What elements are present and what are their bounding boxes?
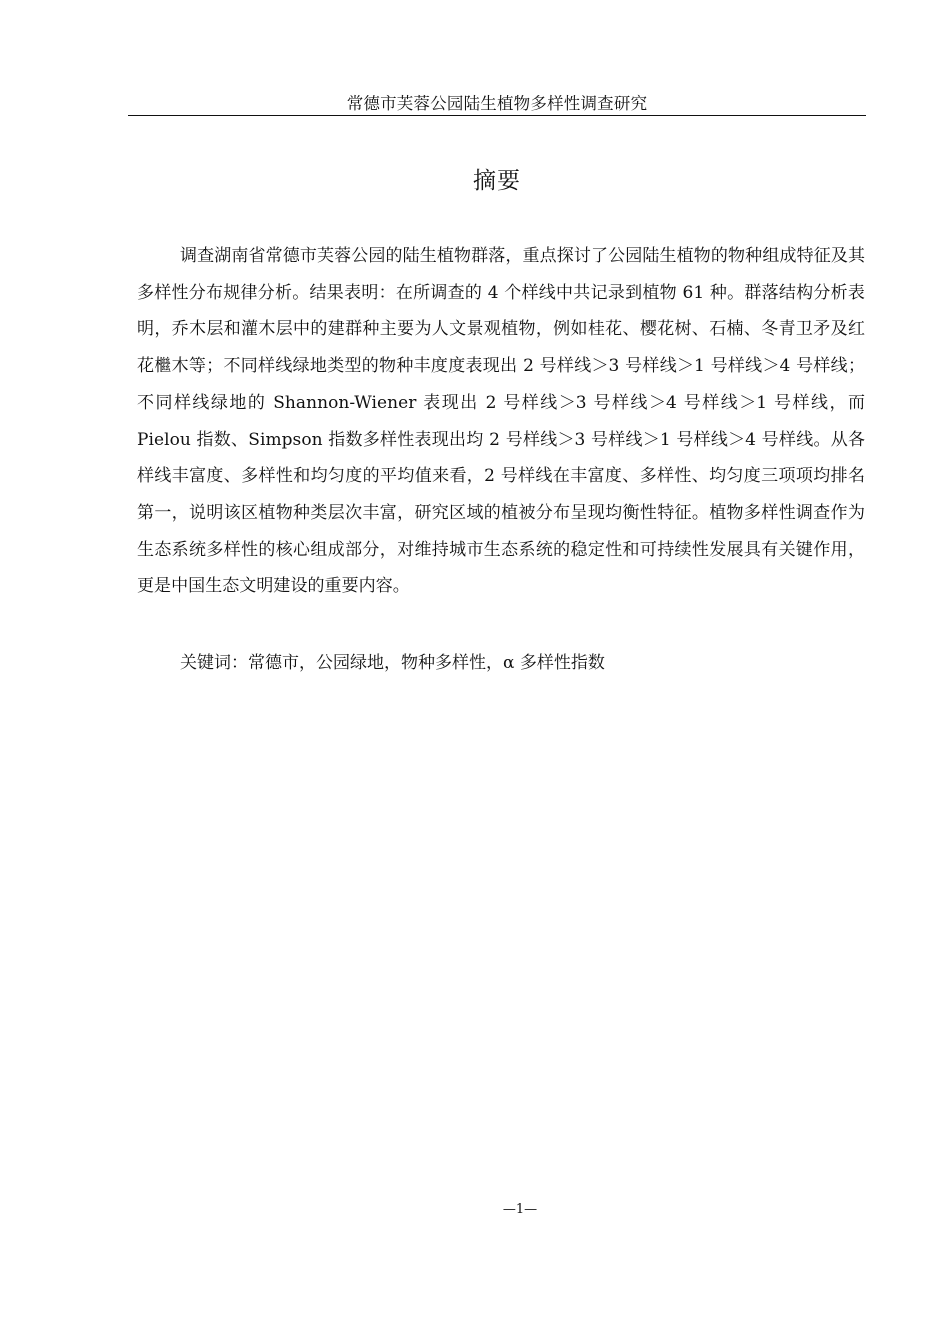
header-rule: [128, 115, 866, 116]
running-header: 常德市芙蓉公园陆生植物多样性调查研究: [346, 94, 648, 113]
keywords-line: 关键词：常德市，公园绿地，物种多样性，α 多样性指数: [180, 653, 605, 673]
page-number: —1—: [502, 1202, 538, 1217]
abstract-title: 摘要: [473, 168, 521, 194]
abstract-body: 调查湖南省常德市芙蓉公园的陆生植物群落，重点探讨了公园陆生植物的物种组成特征及其多样性分布规律分析。结果表明：在所调查的 4 个样线中共记录到植物 61 种。群落结构分析表明，乔木层和灌木层中的建群种主要为人文景观植物，例如桂花、樱花树、石楠、冬青卫矛及红花檵木等；不同样线绿地类型的物种丰度度表现出 2 号样线＞3 号样线＞1 号样线＞4 号样线；不同样线绿地的 Shannon-Wiener 表现出 2 号样线＞3 号样线＞4 号样线＞1 号样线，而 Pielou 指数、Simpson 指数多样性表现出均 2 号样线＞3 号样线＞1 号样线＞4 号样线。从各样线丰富度、多样性和均匀度的平均值来看，2 号样线在丰富度、多样性、均匀度三项项均排名第一，说明该区植物种类层次丰富，研究区域的植被分布呈现均衡性特征。植物多样性调查作为生态系统多样性的核心组成部分，对维持城市生态系统的稳定性和可持续性发展具有关键作用，更是中国生态文明建设的重要内容。: [137, 246, 865, 597]
